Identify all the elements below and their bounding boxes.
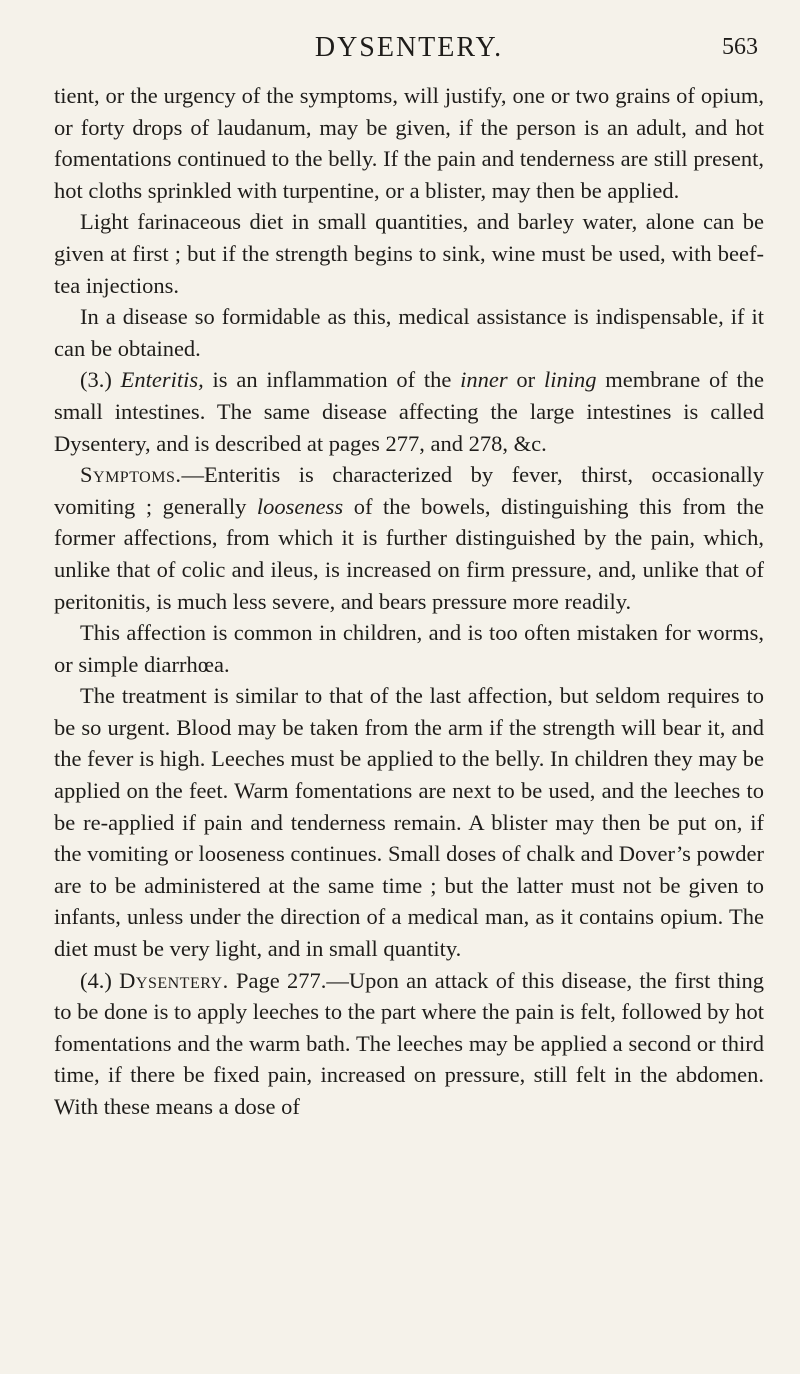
running-title: DYSENTERY. xyxy=(314,32,504,63)
text-run: membrane of the small intestines. The same disease affecting the large intestines is called Dysentery, and is described at pages 277, and 278, &c. xyxy=(54,367,764,456)
paragraph-symptoms xyxy=(54,459,764,617)
section-term: Enteritis, xyxy=(120,367,204,393)
body-text xyxy=(54,80,764,1123)
text-run: is an inflammation of the xyxy=(203,367,461,393)
paragraph-enteritis-definition xyxy=(54,364,764,459)
section-number: (4.) xyxy=(80,967,120,993)
page-number: 563 xyxy=(722,34,758,60)
emphasis: inner xyxy=(460,367,508,393)
text-run: or xyxy=(507,367,544,393)
section-number: (3.) xyxy=(80,367,121,393)
text-run: Page 277.—Upon an attack of this disease, the first thing to be done is to apply leeches to the part where the pain is felt, followed by hot fomentations and the warm bath. The leeches may be applied a second or third time, if there be fixed pain, increased on pressure, still felt in the abdomen. With these means a dose of xyxy=(54,967,764,1119)
section-term: Dysentery. xyxy=(119,967,229,993)
emphasis: lining xyxy=(543,367,597,393)
paragraph-treatment: The treatment is similar to that of the last affection, but seldom requires to be so urgent. Blood may be taken from the arm if the strength will bear it, and the fever is high. Leeches must be applied to the belly. In children they may be applied on the feet. Warm fomentations are next to be used, and the leeches to be re-applied if pain and tenderness remain. A blister may then be put on, if the vomiting or looseness continues. Small doses of chalk and Dover’s powder are to be administered at the same time ; but the latter must not be given to infants, unless under the direction of a medical man, as it contains opium. The diet must be very light, and in small quantity. xyxy=(54,683,764,962)
running-head xyxy=(54,30,764,80)
paragraph-dysentery xyxy=(54,965,764,1123)
paragraph-opium-dose: tient, or the urgency of the symptoms, will justify, one or two grains of opium, or forty drops of laudanum, may be given, if the person is an adult, and hot fomentations continued to the belly. If the pain and tenderness are still present, hot cloths sprinkled with turpentine, or a blister, may then be applied. xyxy=(54,83,764,203)
symptoms-label: Symptoms. xyxy=(80,462,182,488)
paragraph-children: This affection is common in children, and is too often mistaken for worms, or simple diarrhœa. xyxy=(54,620,764,677)
emphasis: looseness xyxy=(256,493,344,519)
paragraph-medical-assistance: In a disease so formidable as this, medical assistance is indispensable, if it can be obtained. xyxy=(54,304,764,361)
paragraph-diet: Light farinaceous diet in small quantities, and barley water, alone can be given at first ; but if the strength begins to sink, wine must be used, with beef-tea injections. xyxy=(54,209,764,298)
text-run: —Enteritis is characterized by fever, thirst, occasionally vomiting ; generally xyxy=(54,462,764,519)
text-run: of the bowels, distinguishing this from the former affections, from which it is further distinguished by the pain, which, unlike that of colic and ileus, is increased on firm pressure, and, unlike that of peritonitis, is much less severe, and bears pressure more readily. xyxy=(54,493,764,614)
